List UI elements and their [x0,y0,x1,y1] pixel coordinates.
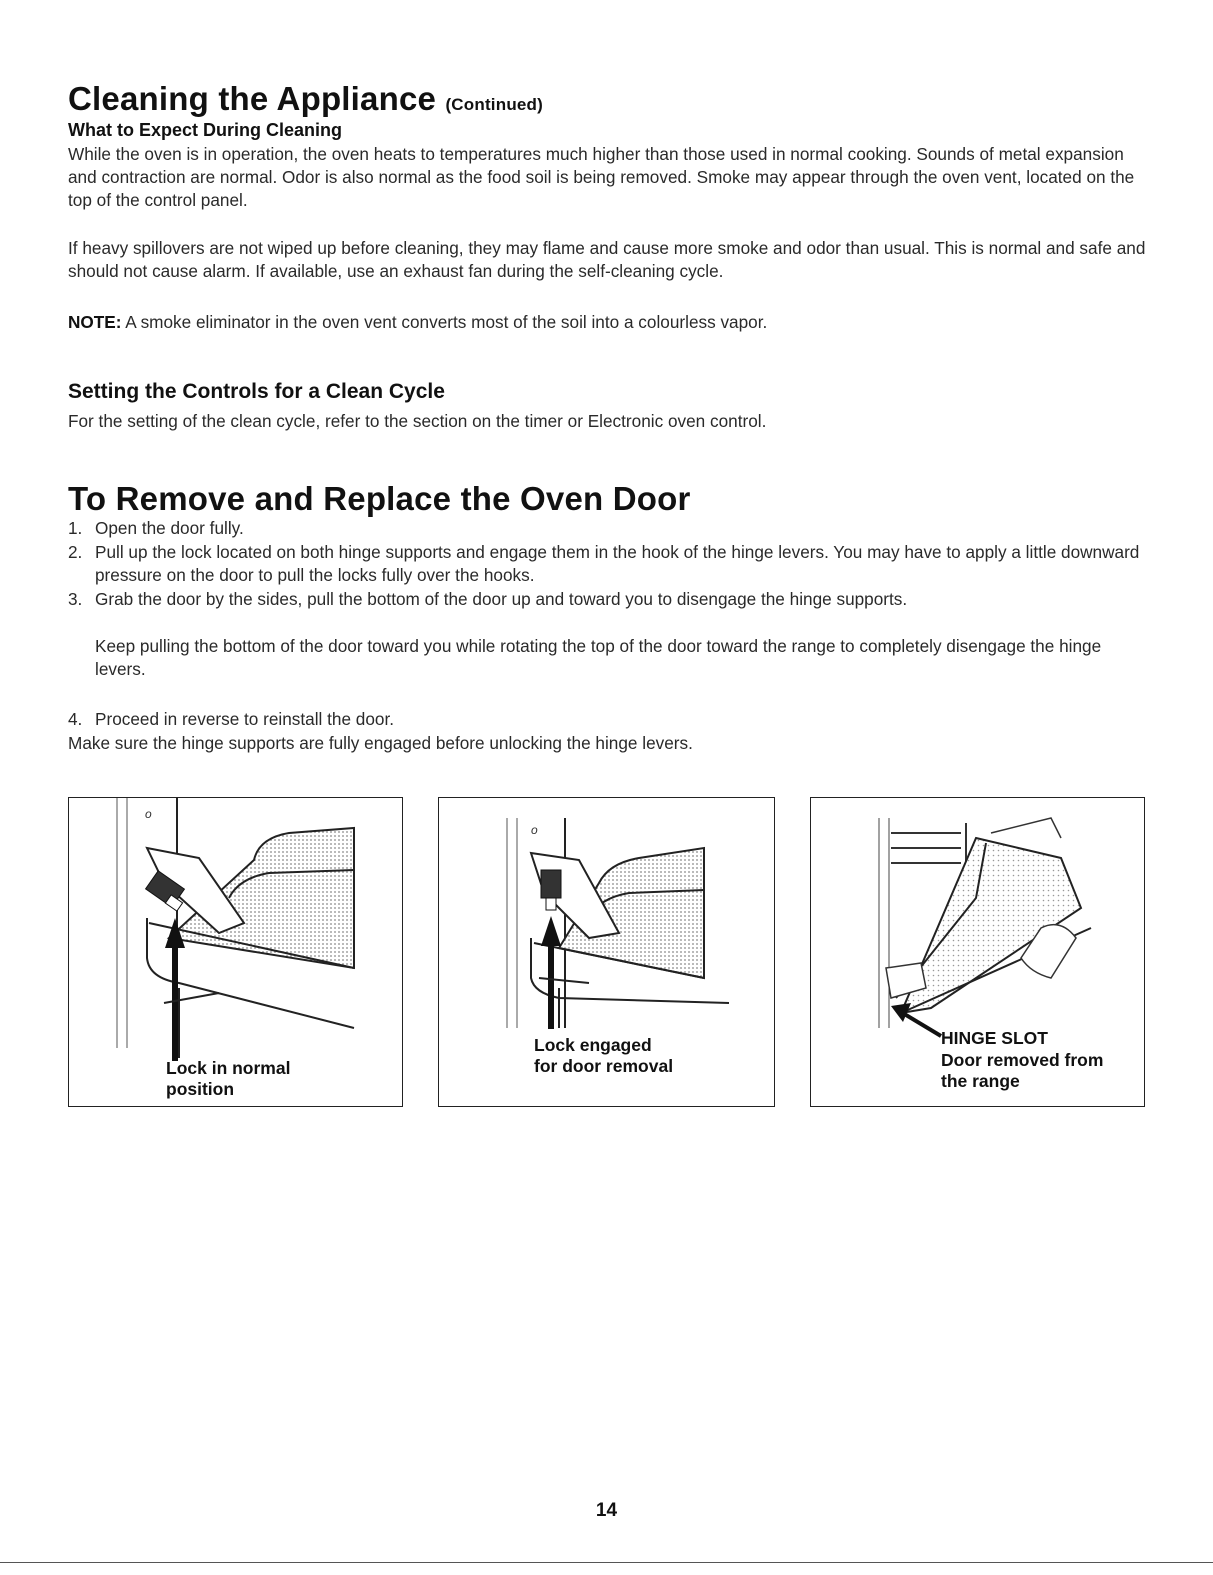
figure-3-caption-line-2: the range [941,1071,1020,1091]
figure-lock-engaged [438,797,775,1107]
step-number: 3. [68,589,83,609]
figure-3-caption-line-1: Door removed from [941,1050,1104,1070]
figure-2-caption-line-2: for door removal [534,1056,674,1076]
svg-text:o: o [145,807,152,821]
door-closing-note: Make sure the hinge supports are fully engaged before unlocking the hinge levers. [68,733,693,753]
footer-divider [0,1562,1213,1563]
note-text: A smoke eliminator in the oven vent converts most of the soil into a colourless vapor. [121,312,768,332]
step-text: Grab the door by the sides, pull the bottom of the door up and toward you to disengage the hinge supports. [95,589,908,609]
step-text: Pull up the lock located on both hinge supports and engage them in the hook of the hinge levers. You may have to apply a little downward pressure on the door to pull the locks fully over the hooks. [95,542,1140,585]
step-text: Keep pulling the bottom of the door toward you while rotating the top of the door toward the range to completely disengage the hinge levers. [95,636,1102,679]
page-number: 14 [595,1500,618,1521]
step-number: 1. [68,518,83,538]
step-text: Proceed in reverse to reinstall the door. [95,709,395,729]
step-2 [68,541,1148,587]
figure-1-caption-line-2: position [166,1079,235,1099]
expect-heading: What to Expect During Cleaning [68,120,343,140]
door-heading: To Remove and Replace the Oven Door [68,480,691,517]
figure-door-removed [810,797,1145,1107]
step-text: Open the door fully. [95,518,244,538]
expect-paragraph-1: While the oven is in operation, the oven heats to temperatures much higher than those used in normal cooking. Sounds of metal expansion and contraction are normal. Odor is also normal as the food soil is being removed. Smoke may appear through the oven vent, located on the top of the control panel. [68,144,1135,210]
controls-heading: Setting the Controls for a Clean Cycle [68,380,445,403]
page-title-text: Cleaning the Appliance [68,80,437,117]
page-title [68,80,543,118]
hinge-slot-label: HINGE SLOT [941,1028,1048,1048]
note-label: NOTE: [68,312,122,332]
step-1 [68,517,1148,540]
step-number: 2. [68,542,83,562]
figure-lock-normal [68,797,403,1107]
svg-text:o: o [531,823,538,837]
continued-label: (Continued) [445,95,543,114]
expect-paragraph-2: If heavy spillovers are not wiped up before cleaning, they may flame and cause more smoke and odor than usual. This is normal and safe and should not cause alarm. If available, use an exhaust fan during the self-cleaning cycle. [68,238,1146,281]
figure-1-caption-line-1: Lock in normal [166,1058,291,1078]
step-number: 4. [68,709,83,729]
step-3-continued [68,635,1148,681]
step-3 [68,588,1148,611]
figure-2-caption-line-1: Lock engaged [534,1035,652,1055]
note-paragraph [68,311,1148,334]
controls-text: For the setting of the clean cycle, refer to the section on the timer or Electronic oven control. [68,411,767,431]
step-4 [68,708,1148,731]
